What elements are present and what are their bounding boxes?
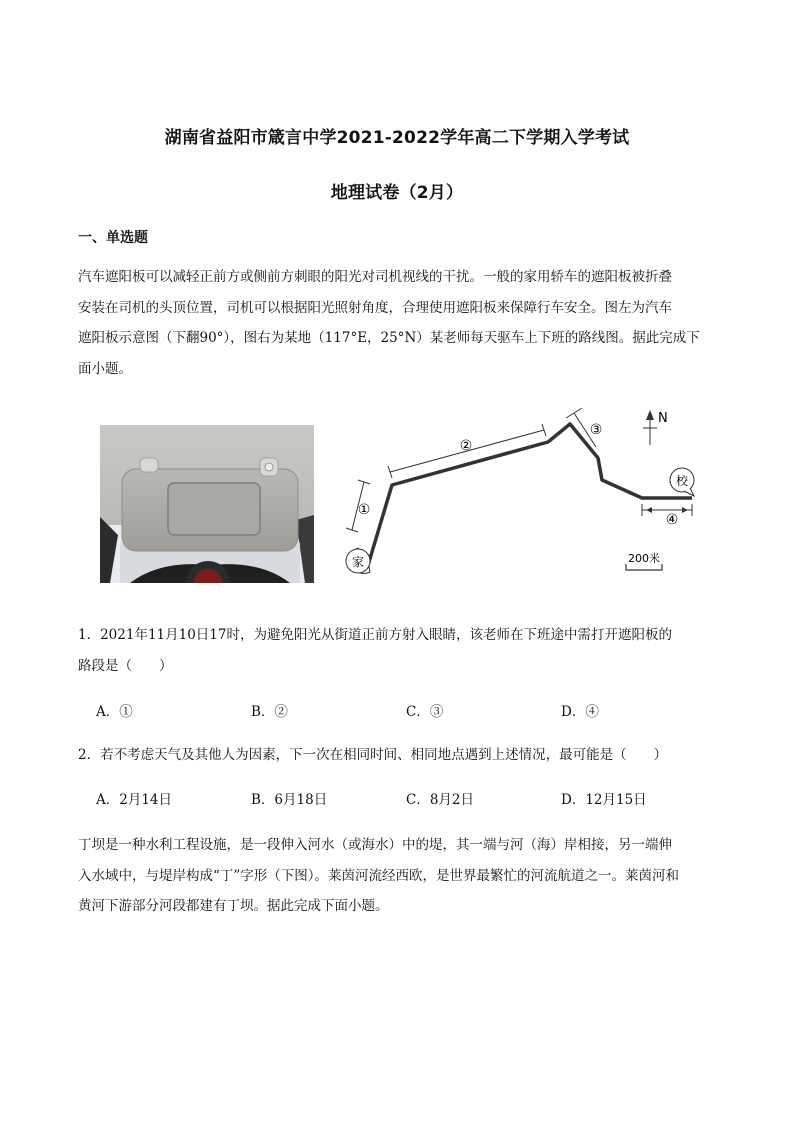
- sun-visor-illustration: [100, 425, 314, 583]
- passage-line: 丁坝是一种水利工程设施，是一段伸入河水（或海水）中的堤，其一端与河（海）岸相接，另一端伸: [78, 837, 672, 853]
- home-label: 家: [351, 555, 365, 569]
- passage-line: 入水域中，与堤岸构成“丁”字形（下图）。莱茵河流经西欧，是世界最繁忙的河流航道之一。莱茵河和: [78, 867, 680, 884]
- school-marker: [670, 468, 694, 496]
- segment-label-1: ①: [357, 502, 371, 518]
- school-label: 校: [675, 474, 689, 488]
- option-b[interactable]: B．6月18日: [251, 792, 328, 808]
- option-b[interactable]: B．②: [251, 704, 288, 720]
- question-2-options: [96, 788, 716, 808]
- segment-label-2: ②: [459, 438, 473, 454]
- question-line: 1．2021年11月10日17时，为避免阳光从街道正前方射入眼睛，该老师在下班途中需打开遮阳板的: [78, 627, 672, 643]
- segment-label-3: ③: [589, 422, 603, 438]
- passage-2: [78, 830, 728, 922]
- route-map: [330, 400, 710, 590]
- question-line: 2．若不考虑天气及其他人为因素，下一次在相同时间、相同地点遇到上述情况，最可能是（ ）: [78, 747, 668, 763]
- question-line: 路段是（ ）: [78, 657, 173, 674]
- option-c[interactable]: C．③: [406, 704, 444, 720]
- segment-label-4: ④: [665, 512, 679, 528]
- passage-line: 遮阳板示意图（下翻90°），图右为某地（117°E，25°N）某老师每天驱车上下班的路线图。据此完成下: [78, 330, 700, 346]
- passage-line: 安装在司机的头顶位置，司机可以根据阳光照射角度，合理使用遮阳板来保障行车安全。图左为汽车: [78, 299, 672, 316]
- north-arrow-icon: [643, 410, 657, 445]
- north-label: N: [658, 411, 668, 426]
- question-2: [78, 740, 728, 771]
- question-1: [78, 620, 728, 681]
- passage-1: [78, 262, 728, 384]
- option-d[interactable]: D．④: [561, 704, 599, 720]
- home-marker: [346, 548, 370, 573]
- option-a[interactable]: A．2月14日: [96, 792, 173, 808]
- passage-line: 汽车遮阳板可以减轻正前方或侧前方刺眼的阳光对司机视线的干扰。一般的家用轿车的遮阳板被折叠: [78, 269, 672, 285]
- question-1-options: [96, 700, 716, 720]
- section-heading: 一、单选题: [78, 230, 148, 246]
- page-subtitle: 地理试卷（2月）: [330, 183, 464, 203]
- passage-line: 面小题。: [78, 360, 132, 377]
- option-d[interactable]: D．12月15日: [561, 792, 647, 808]
- route-line: [366, 424, 692, 572]
- option-a[interactable]: A．①: [96, 704, 133, 720]
- scale-label: 200米: [628, 552, 660, 565]
- route-map-svg: [330, 400, 710, 590]
- passage-line: 黄河下游部分河段都建有丁坝。据此完成下面小题。: [78, 898, 389, 914]
- sun-visor-photo: [100, 425, 314, 583]
- option-c[interactable]: C．8月2日: [406, 792, 475, 808]
- page-title: 湖南省益阳市箴言中学2021-2022学年高二下学期入学考试: [164, 128, 630, 148]
